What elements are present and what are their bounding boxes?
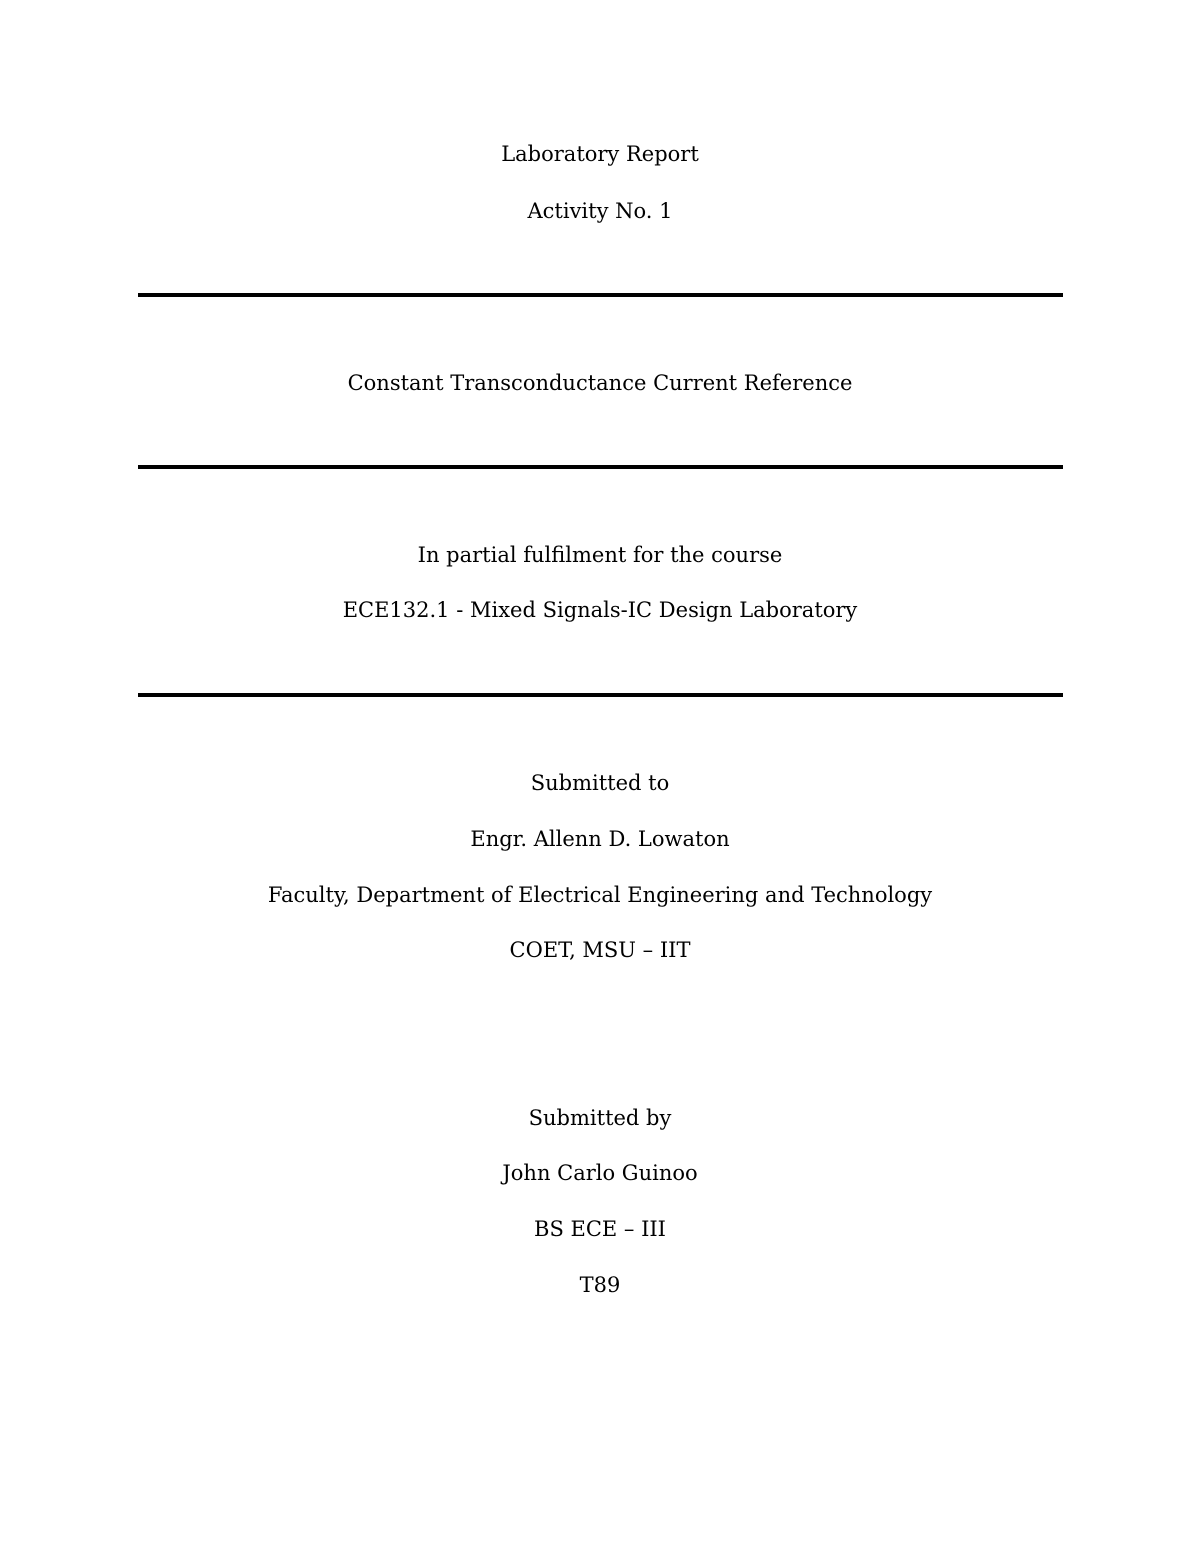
submitted-to-label: Submitted to	[530, 771, 670, 795]
activity-number: Activity No. 1	[527, 199, 673, 223]
divider-rule	[138, 293, 1063, 297]
student-section: T89	[579, 1273, 621, 1297]
report-type-heading: Laboratory Report	[501, 142, 699, 166]
divider-rule	[138, 465, 1063, 469]
submitted-by-label: Submitted by	[528, 1106, 672, 1130]
report-title: Constant Transconductance Current Reference	[347, 371, 853, 395]
instructor-name: Engr. Allenn D. Lowaton	[470, 827, 730, 851]
course-intro: In partial fulfilment for the course	[417, 543, 783, 567]
course-name: ECE132.1 - Mixed Signals-IC Design Laboratory	[342, 598, 858, 622]
institution: COET, MSU – IIT	[509, 938, 691, 962]
divider-rule	[138, 693, 1063, 697]
student-program: BS ECE – III	[534, 1217, 666, 1241]
student-name: John Carlo Guinoo	[502, 1161, 698, 1185]
instructor-position: Faculty, Department of Electrical Engineering and Technology	[267, 883, 933, 907]
